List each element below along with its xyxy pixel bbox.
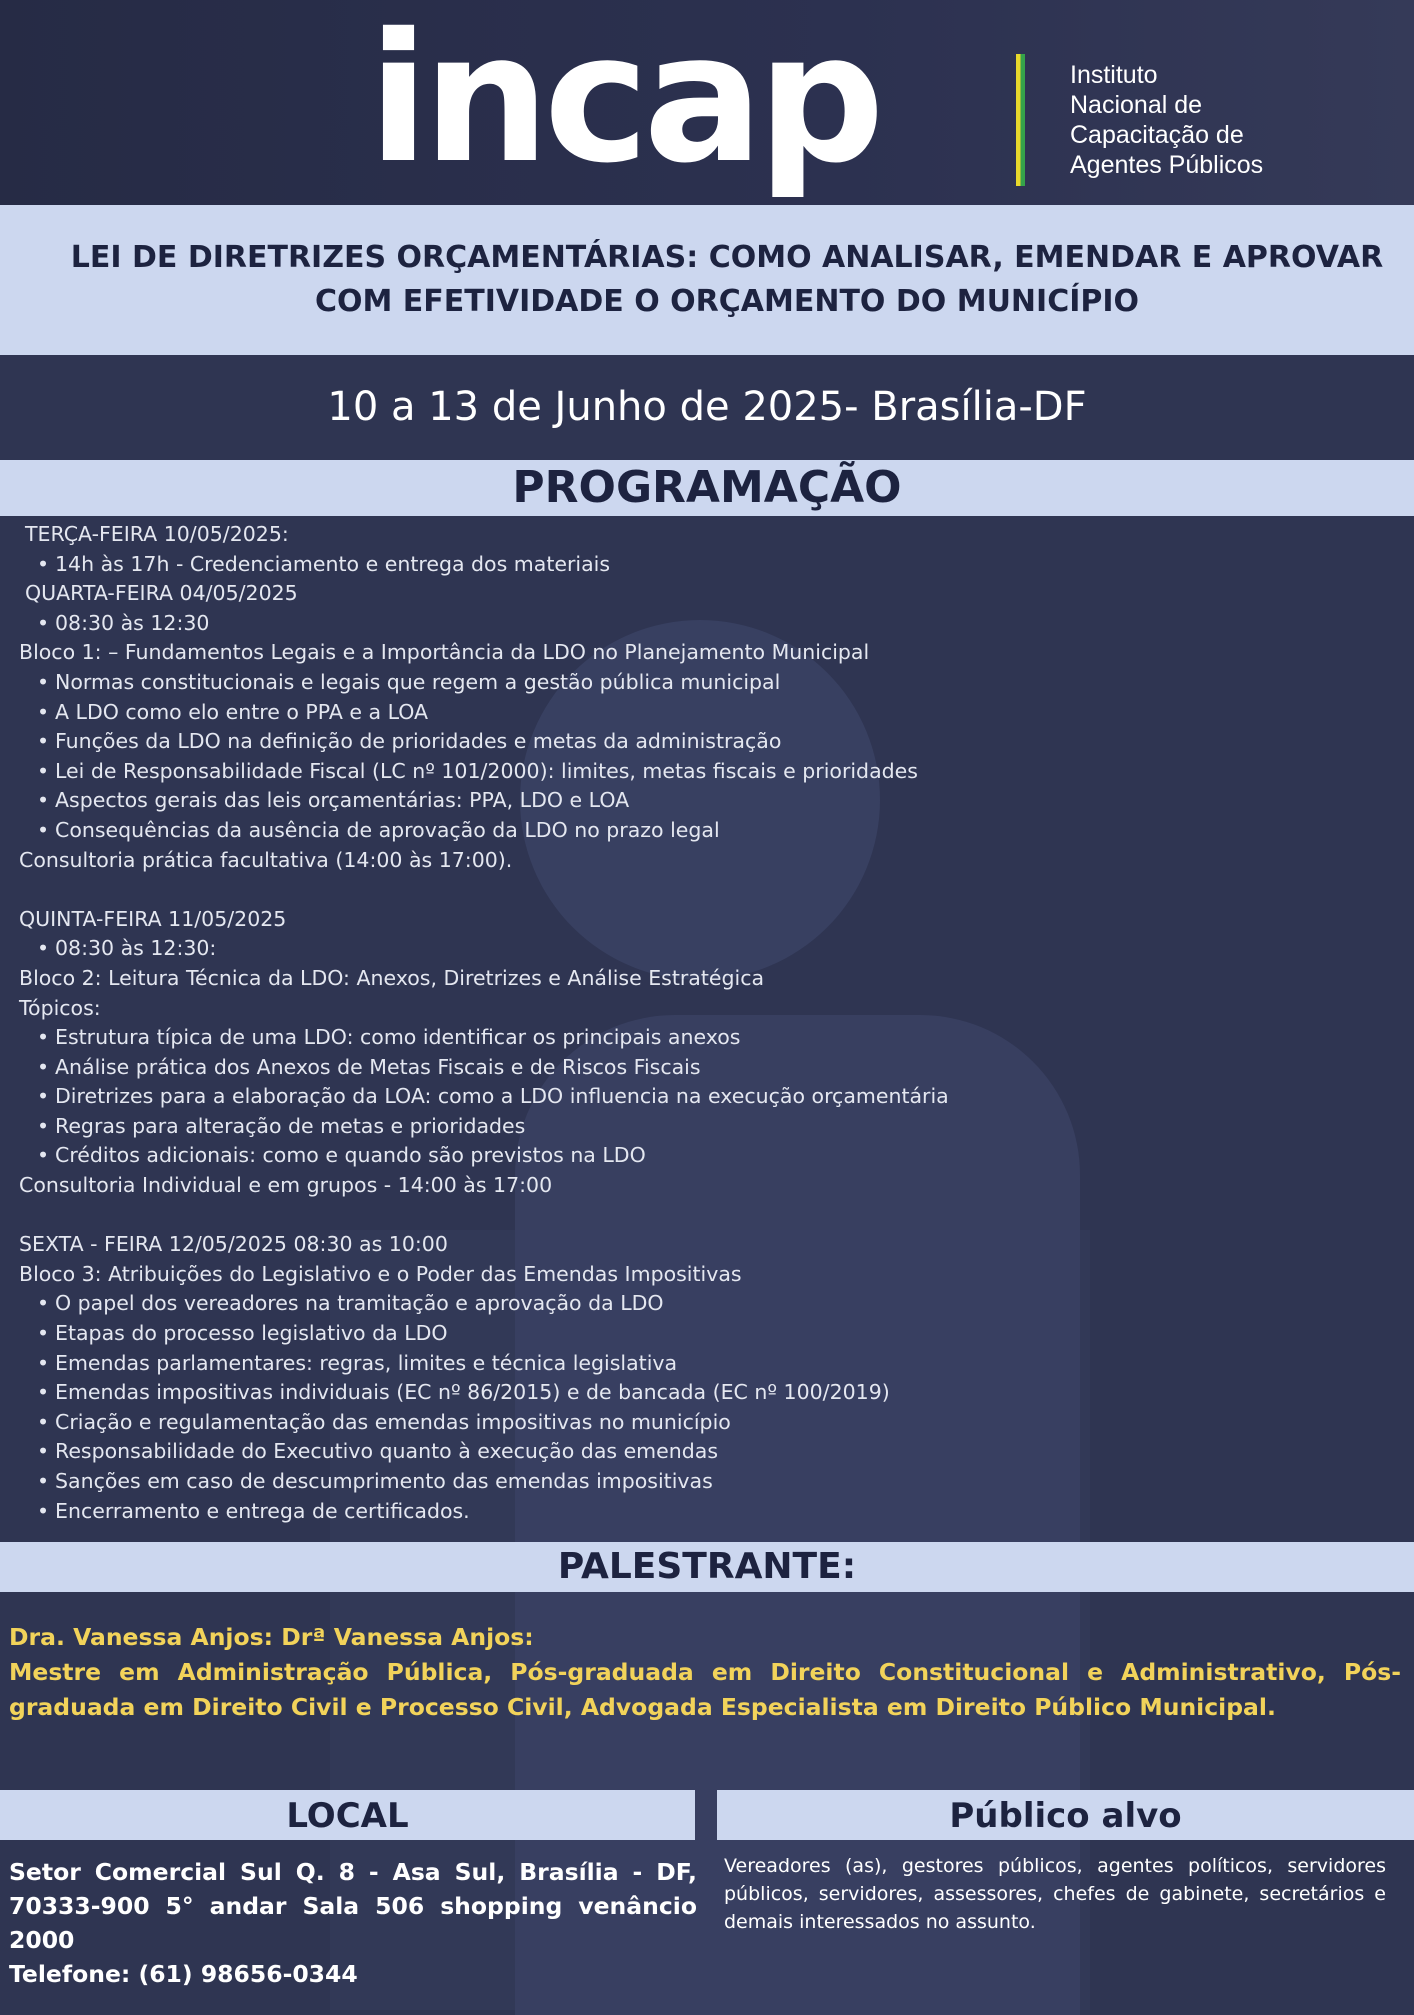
schedule-bullet-item: • Funções da LDO na definição de prioridades e metas da administração [19,727,1399,757]
schedule-bullet-item: • Consequências da ausência de aprovação da LDO no prazo legal [19,816,1399,846]
speaker-info [9,1620,1401,1725]
event-title: LEI DE DIRETRIZES ORÇAMENTÁRIAS: COMO ANALISAR, EMENDAR E APROVAR COM EFETIVIDADE O ORÇAMENTO DO MUNICÍPIO [70,240,1384,319]
schedule-day-label: TERÇA-FEIRA 10/05/2025: [25,522,289,546]
title-band [0,205,1414,355]
schedule-bullet-item: • Responsabilidade do Executivo quanto à execução das emendas [19,1437,1399,1467]
schedule-bullet-item: • Estrutura típica de uma LDO: como identificar os principais anexos [19,1023,1399,1053]
schedule-text-line: Bloco 1: – Fundamentos Legais e a Importância da LDO no Planejamento Municipal [19,640,870,665]
schedule-bullet-item: • Diretrizes para a elaboração da LOA: como a LDO influencia na execução orçamentária [19,1082,1399,1112]
schedule-day-label: QUARTA-FEIRA 04/05/2025 [25,581,298,606]
speaker-name: Dra. Vanessa Anjos: Drª Vanessa Anjos: [9,1623,534,1651]
palestrante-heading: PALESTRANTE: [0,1542,1414,1592]
incap-logo: incap [368,0,879,202]
local-phone: Telefone: (61) 98656-0344 [9,1960,358,1988]
schedule-bullet-item: • Criação e regulamentação das emendas impositivas no município [19,1408,1399,1438]
schedule-bullet-item: • Emendas impositivas individuais (EC nº 86/2015) e de bancada (EC nº 100/2019) [19,1378,1399,1408]
schedule-spacer [19,1201,1399,1231]
schedule-text-line: Consultoria Individual e em grupos - 14:00 às 17:00 [19,1173,553,1198]
schedule-bullet-item: • 14h às 17h - Credenciamento e entrega dos materiais [19,550,1399,580]
logo-subtitle-line: Nacional de [1070,91,1203,119]
schedule-text-line: Bloco 2: Leitura Técnica da LDO: Anexos, Diretrizes e Análise Estratégica [19,965,765,990]
schedule-text-line: Tópicos: [19,995,101,1020]
schedule-bullet-item: • Encerramento e entrega de certificados. [19,1497,1399,1527]
event-date-location: 10 a 13 de Junho de 2025- Brasília-DF [327,384,1087,430]
logo-subtitle-line: Agentes Públicos [1070,151,1264,179]
local-heading: LOCAL [0,1790,695,1840]
schedule-bullet-item: • Lei de Responsabilidade Fiscal (LC nº 101/2000): limites, metas fiscais e prioridades [19,757,1399,787]
schedule-bullet-item: • Etapas do processo legislativo da LDO [19,1319,1399,1349]
publico-alvo-text: Vereadores (as), gestores públicos, agentes políticos, servidores públicos, servidores, assessores, chefes de gabinete, secretários e demais interessados no assunto. [724,1855,1386,1933]
header [0,0,1414,205]
schedule-bullet-item: • Emendas parlamentares: regras, limites e técnica legislativa [19,1349,1399,1379]
logo-subtitle [1070,60,1370,180]
schedule-bullet-item: • Aspectos gerais das leis orçamentárias: PPA, LDO e LOA [19,786,1399,816]
logo-subtitle-line: Capacitação de [1070,121,1244,149]
schedule-text-line: SEXTA - FEIRA 12/05/2025 08:30 as 10:00 [19,1232,448,1257]
local-info [9,1855,697,1991]
schedule-bullet-item: • Créditos adicionais: como e quando são previstos na LDO [19,1141,1399,1171]
schedule-spacer [19,875,1399,905]
schedule-bullet-item: • Normas constitucionais e legais que regem a gestão pública municipal [19,668,1399,698]
local-address: Setor Comercial Sul Q. 8 - Asa Sul, Brasília - DF, 70333-900 5° andar Sala 506 shopping venâncio 2000 [9,1858,697,1954]
schedule-bullet-item: • O papel dos vereadores na tramitação e aprovação da LDO [19,1289,1399,1319]
logo-divider-bar [1016,54,1025,186]
schedule-bullet-item: • Regras para alteração de metas e prioridades [19,1112,1399,1142]
schedule-bullet-item: • A LDO como elo entre o PPA e a LOA [19,698,1399,728]
program-schedule [19,520,1399,1526]
schedule-text-line: QUINTA-FEIRA 11/05/2025 [19,906,287,931]
logo-subtitle-line: Instituto [1070,61,1158,89]
programacao-heading: PROGRAMAÇÃO [0,460,1414,516]
schedule-bullet-item: • 08:30 às 12:30: [19,934,1399,964]
schedule-bullet-item: • 08:30 às 12:30 [19,609,1399,639]
speaker-bio: Mestre em Administração Pública, Pós-graduada em Direito Constitucional e Administrativo, Pós-graduada em Direito Civil e Processo Civil, Advogada Especialista em Direito Público Municipal. [9,1658,1401,1721]
schedule-bullet-item: • Análise prática dos Anexos de Metas Fiscais e de Riscos Fiscais [19,1053,1399,1083]
schedule-bullet-item: • Sanções em caso de descumprimento das emendas impositivas [19,1467,1399,1497]
schedule-text-line: Bloco 3: Atribuições do Legislativo e o Poder das Emendas Impositivas [19,1261,742,1286]
publico-alvo-heading: Público alvo [717,1790,1414,1840]
schedule-text-line: Consultoria prática facultativa (14:00 às 17:00). [19,847,513,872]
